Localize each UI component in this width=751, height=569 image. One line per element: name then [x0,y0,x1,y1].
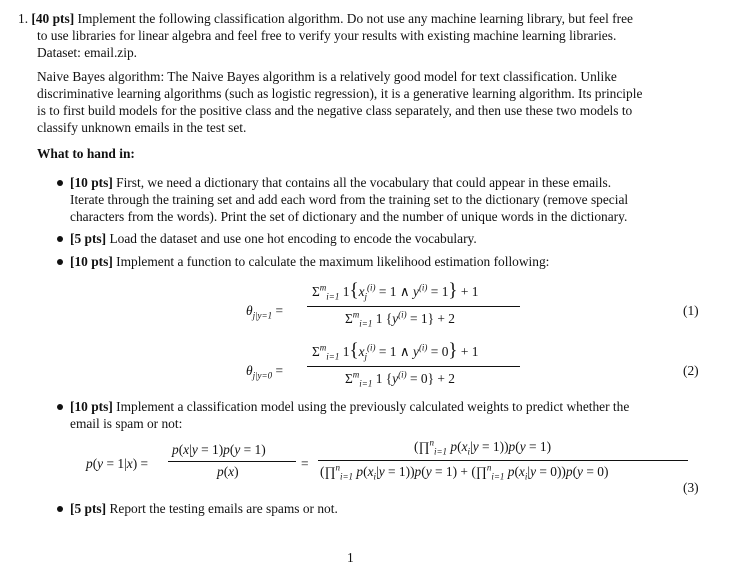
item-4-text-1: Implement a classification model using the previously calculated weights to predict whether the [116,399,630,414]
problem-intro-line-1 [18,10,718,27]
eq3-lhs: p(y = 1|x) = [86,456,149,471]
eq3-right-fraction-bar [318,460,688,461]
naive-bayes-line-1: Naive Bayes algorithm: The Naive Bayes algorithm is a relatively good model for text classification. Unlike [37,69,617,84]
item-4-points: [10 pts] [70,399,113,414]
page-number: 1 [347,550,354,565]
eq3-equals: = [301,456,309,471]
eq3-right-denominator: (∏$^n_{i=1}$ $p(x_i|y = 1))p(y = 1)$ + (∏$^n_{i=1}$ $p(x_i|y = 0))p(y = 0)$ [320,462,609,482]
eq1-fraction-bar [307,306,520,307]
naive-bayes-line-2: discriminative learning algorithms (such as logistic regression), it is a generative learning algorithm. Its principle [37,86,643,101]
eq1-number: (1) [683,303,699,318]
item-1-line-2: Iterate through the training set and add each word from the training set to the dictionary (remove special [70,192,629,207]
eq1-numerator: $\Sigma^m_{i=1}$ $1\{x_j^{(i)} = 1$ ∧ $y^{(i)} = 1\} + 1$ [312,280,479,302]
eq3-middle-fraction-bar [168,461,296,462]
eq2-fraction-bar [307,366,520,367]
eq2-lhs: $\theta_{j|y=0}$ = [246,363,284,381]
item-4-line-1 [70,398,629,415]
item-1-line-1 [70,174,611,191]
item-1-line-3: characters from the words). Print the set of dictionary and the number of unique words in the dictionary. [70,209,628,224]
item-3-line-1 [70,253,549,270]
eq2-number: (2) [683,363,699,378]
hand-in-heading: What to hand in: [37,146,135,161]
naive-bayes-line-4: classify unknown emails in the test set. [37,120,247,135]
item-2-points: [5 pts] [70,231,107,246]
eq2-numerator: $\Sigma^m_{i=1}$ $1\{x_j^{(i)} = 1$ ∧ $y^{(i)} = 0\} + 1$ [312,340,479,362]
problem-points: [40 pts] [31,11,75,26]
problem-number: 1. [18,11,29,26]
problem-intro-text-1: Implement the following classification algorithm. Do not use any machine learning library, but feel free [77,11,633,26]
eq1-lhs: $\theta_{j|y=1}$ = [246,303,284,321]
bullet-marker [57,404,63,410]
eq3-number: (3) [683,480,699,495]
bullet-marker [57,259,63,265]
bullet-marker [57,180,63,186]
dataset-line: Dataset: email.zip. [37,45,138,60]
item-1-text-1: First, we need a dictionary that contains all the vocabulary that could appear in these emails. [116,175,612,190]
problem-intro-line-2: to use libraries for linear algebra and feel free to verify your results with existing machine learning libraries. [37,28,617,43]
eq2-denominator: $\Sigma^m_{i=1}$ 1 $\{y^{(i)} = 0\} + 2$ [345,369,455,389]
eq3-middle-denominator: p(x) [217,464,239,479]
eq3-middle-numerator: p(x|y = 1)p(y = 1) [172,442,266,457]
item-3-points: [10 pts] [70,254,113,269]
item-5-text-1: Report the testing emails are spams or not. [109,501,338,516]
item-2-line-1 [70,230,477,247]
naive-bayes-line-3: is to first build models for the positive class and the negative class separately, and then use these two models to [37,103,633,118]
item-5-points: [5 pts] [70,501,107,516]
item-3-text-1: Implement a function to calculate the maximum likelihood estimation following: [116,254,550,269]
item-5-line-1 [70,500,338,517]
item-2-text-1: Load the dataset and use one hot encoding to encode the vocabulary. [109,231,477,246]
bullet-marker [57,506,63,512]
eq3-right-numerator: (∏$^n_{i=1}$ $p(x_i|y = 1))p(y = 1)$ [414,437,552,457]
item-4-line-2: email is spam or not: [70,416,183,431]
bullet-marker [57,236,63,242]
eq1-denominator: $\Sigma^m_{i=1}$ 1 $\{y^{(i)} = 1\} + 2$ [345,309,455,329]
item-1-points: [10 pts] [70,175,113,190]
